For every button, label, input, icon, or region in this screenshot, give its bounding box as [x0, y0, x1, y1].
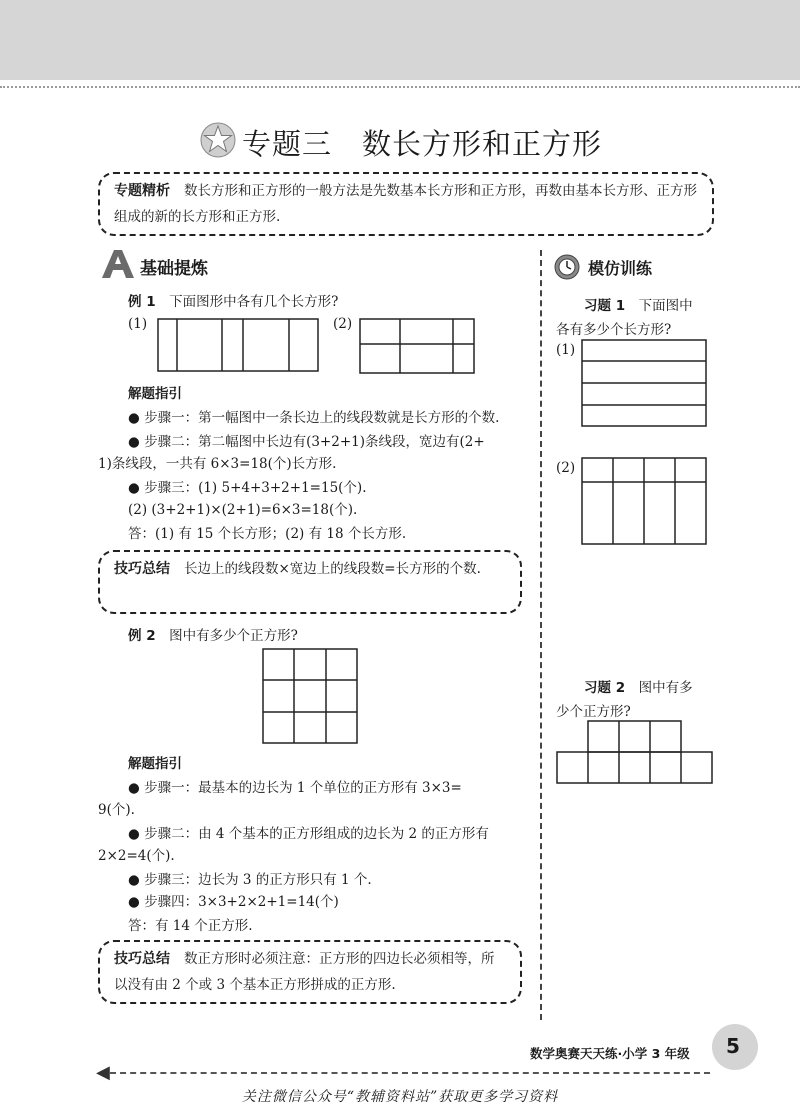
example-1-text: 下面图形中各有几个长方形?: [169, 294, 339, 310]
exercise-1-fig2-label: (2): [556, 460, 576, 476]
exercise-1-line-2: 各有多少个长方形?: [556, 322, 672, 338]
example-1-guide-title: 解题指引: [128, 386, 182, 402]
example-2-guide-title: 解题指引: [128, 756, 182, 772]
example-1-question: [128, 290, 338, 310]
example-1-step-2a: ● 步骤二：第二幅图中长边有(3+2+1)条线段，宽边有(2+: [128, 434, 485, 450]
exercise-2-line-1: [584, 676, 693, 696]
basic-section-heading: 基础提炼: [140, 259, 208, 279]
example-1-step-3a: ● 步骤三：(1) 5+4+3+2+1=15(个).: [128, 480, 367, 496]
exercise-1-label: 习题 1: [584, 298, 626, 314]
example-1-fig2-label: (2): [333, 316, 353, 332]
example-2-text: 图中有多少个正方形?: [169, 628, 298, 644]
example-2-step-2a: ● 步骤二：由 4 个基本的正方形组成的边长为 2 的正方形有: [128, 826, 489, 842]
example-1-step-2b: 1)条线段，一共有 6×3=18(个)长方形.: [98, 456, 337, 472]
exercise-1-fig1-label: (1): [556, 342, 576, 358]
star-badge-icon: [200, 122, 236, 158]
example-2-grid-figure: [262, 648, 358, 744]
exercise-2-label: 习题 2: [584, 680, 626, 696]
topic-analysis-text: 数长方形和正方形的一般方法是先数基本长方形和正方形，再数由基本长方形、正方形组成的新的长方形和正方形.: [114, 183, 697, 225]
example-2-step-1b: 9(个).: [98, 802, 135, 818]
example-1-fig1-label: (1): [128, 316, 148, 332]
chapter-title: [200, 118, 620, 168]
top-gray-band: [0, 0, 800, 80]
example-2-step-4: ● 步骤四：3×3+2×2+1=14(个): [128, 894, 339, 910]
example-2-step-2b: 2×2=4(个).: [98, 848, 175, 864]
topic-analysis-label: 专题精析: [114, 183, 170, 199]
section-a-icon: [100, 248, 136, 280]
example-1-step-3b: (2) (3+2+1)×(2+1)=6×3=18(个).: [128, 502, 358, 518]
exercise-2-line-2: 少个正方形?: [556, 704, 631, 720]
promo-footer-text: 关注微信公众号“教辅资料站”获取更多学习资料: [241, 1089, 559, 1105]
exercise-2-figure: [556, 720, 714, 784]
exercise-1-figure-2: [581, 457, 707, 545]
example-1-label: 例 1: [128, 294, 156, 310]
practice-section-heading: 模仿训练: [588, 259, 653, 278]
footer-arrow-icon: ◀: [96, 1062, 110, 1083]
exercise-1-figure-1: [581, 339, 707, 427]
footer-dashed-rule: [110, 1072, 710, 1074]
exercise-1-text-1: 下面图中: [638, 298, 693, 314]
exercise-1-line-1: [584, 294, 693, 314]
tip-1-label: 技巧总结: [114, 561, 170, 577]
book-series-label: 数学奥赛天天练·小学 3 年级: [530, 1046, 690, 1061]
example-2-label: 例 2: [128, 628, 156, 644]
topic-analysis-box: [98, 172, 714, 236]
example-2-step-1a: ● 步骤一：最基本的边长为 1 个单位的正方形有 3×3=: [128, 780, 462, 796]
example-1-figure-1: [157, 318, 319, 372]
tip-2-label: 技巧总结: [114, 951, 170, 967]
page-number: 5: [726, 1034, 740, 1058]
example-1-answer: 答：(1) 有 15 个长方形；(2) 有 18 个长方形.: [128, 526, 407, 542]
example-1-figure-2: [359, 318, 475, 374]
example-1-step-1: ● 步骤一：第一幅图中一条长边上的线段数就是长方形的个数.: [128, 410, 500, 426]
example-2-answer: 答：有 14 个正方形.: [128, 918, 253, 934]
practice-clock-icon: [554, 254, 580, 280]
tip-2-text: 数正方形时必须注意：正方形的四边长必须相等，所以没有由 2 个或 3 个基本正方形拼成的正方形.: [114, 951, 495, 993]
tip-box-2: [98, 940, 522, 1004]
column-divider: [540, 250, 542, 1020]
example-2-question: [128, 624, 298, 644]
tip-box-1: [98, 550, 522, 614]
exercise-2-text-1: 图中有多: [638, 680, 693, 696]
page-title: 专题三 数长方形和正方形: [242, 127, 603, 161]
example-2-step-3: ● 步骤三：边长为 3 的正方形只有 1 个.: [128, 872, 372, 888]
top-dotted-rule: [0, 86, 800, 88]
tip-1-text: 长边上的线段数×宽边上的线段数=长方形的个数.: [184, 561, 481, 577]
